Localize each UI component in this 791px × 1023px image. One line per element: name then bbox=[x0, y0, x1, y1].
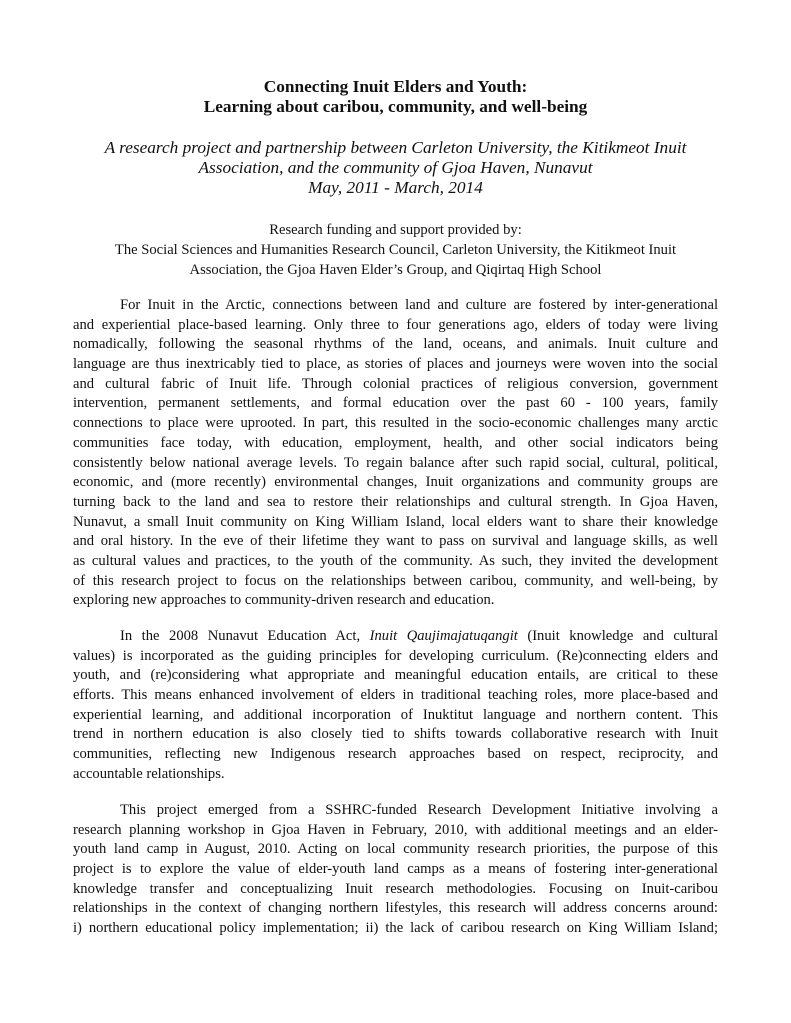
text-line: and oral history. In the eve of their lifetime they want to pass on survival and language skills, as well bbox=[73, 533, 718, 550]
text-run: In the 2008 Nunavut Education Act, bbox=[120, 628, 370, 644]
text-line: relationships in the context of changing northern lifestyles, this research will address concerns around: bbox=[73, 900, 718, 917]
text-line: trend in northern education is also closely tied to shifts towards collaborative research with Inuit bbox=[73, 726, 718, 743]
text-line: and cultural fabric of Inuit life. Through colonial practices of religious conversion, government bbox=[73, 375, 718, 392]
subtitle-line: A research project and partnership between Carleton University, the Kitikmeot Inuit bbox=[104, 138, 687, 157]
text-line: For Inuit in the Arctic, connections between land and culture are fostered by inter-generational bbox=[120, 297, 718, 313]
text-line: turning back to the land and sea to restore their relationships and cultural strength. In Gjoa Haven, bbox=[73, 493, 718, 510]
document-subtitle bbox=[0, 138, 791, 198]
text-line: intervention, permanent settlements, and formal education over the past 60 - 100 years, family bbox=[73, 395, 718, 412]
text-line: consistently below national average levels. To regain balance after such rapid social, cultural, political, bbox=[73, 454, 718, 471]
text-line: experiential learning, and additional incorporation of Inuktitut language and northern content. This bbox=[73, 706, 718, 723]
inuit-qaujimajatuqangit-term: Inuit Qaujimajatuqangit bbox=[369, 628, 518, 644]
title-line: Learning about caribou, community, and well-being bbox=[203, 97, 588, 116]
funding-line: The Social Sciences and Humanities Research Council, Carleton University, the Kitikmeot Inuit bbox=[114, 242, 677, 258]
text-line: communities, reflecting new Indigenous research approaches based on respect, reciprocity, and bbox=[73, 746, 718, 763]
text-line: research planning workshop in Gjoa Haven in February, 2010, with additional meetings and an elder- bbox=[73, 821, 718, 838]
paragraph-intro bbox=[73, 296, 718, 611]
text-line bbox=[73, 627, 718, 647]
funding-line: Association, the Gjoa Haven Elder’s Group, and Qiqirtaq High School bbox=[189, 262, 602, 278]
project-dates: May, 2011 - March, 2014 bbox=[308, 178, 483, 197]
document-title bbox=[0, 77, 791, 117]
text-line: youth land camp in August, 2010. Acting on local community research priorities, the purpose of this bbox=[73, 841, 718, 858]
text-line: of this research project to focus on the relationships between caribou, community, and well-being, by bbox=[73, 572, 718, 589]
text-line: connections to place were uprooted. In part, this resulted in the socio-economic challenges many arctic bbox=[73, 415, 718, 432]
text-line: i) northern educational policy implementation; ii) the lack of caribou research on King William Island; bbox=[73, 920, 718, 937]
text-line: communities face today, with education, employment, health, and other social indicators being bbox=[73, 434, 718, 451]
text-line: project is to explore the value of elder-youth land camps as a means of fostering inter-generational bbox=[73, 861, 718, 878]
subtitle-line: Association, and the community of Gjoa Haven, Nunavut bbox=[198, 158, 593, 177]
text-line: nomadically, following the seasonal rhythms of the land, oceans, and animals. Inuit culture and bbox=[73, 336, 718, 353]
text-line: accountable relationships. bbox=[73, 765, 225, 782]
text-line: youth, and (re)considering what appropriate and meaningful education entails, are critical to these bbox=[73, 667, 718, 684]
text-line: efforts. This means enhanced involvement of elders in traditional teaching roles, more place-based and bbox=[73, 687, 718, 704]
text-run: (Inuit knowledge and cultural bbox=[517, 628, 718, 644]
funding-statement bbox=[0, 220, 791, 280]
text-line: and experiential place-based learning. Only three to four generations ago, elders of today were living bbox=[73, 316, 718, 333]
text-line: language are thus inextricably tied to place, as stories of places and journeys were woven into the social bbox=[73, 356, 718, 373]
text-line: Nunavut, a small Inuit community on King William Island, local elders want to share their knowledge bbox=[73, 513, 718, 530]
title-line: Connecting Inuit Elders and Youth: bbox=[263, 77, 528, 96]
funding-heading: Research funding and support provided by: bbox=[269, 222, 522, 238]
paragraph-education-act bbox=[73, 627, 718, 785]
text-line: economic, and (more recently) environmental changes, Inuit organizations and community groups are bbox=[73, 474, 718, 491]
paragraph-project-origin bbox=[73, 801, 718, 939]
text-line: exploring new approaches to community-driven research and education. bbox=[73, 592, 495, 609]
text-line: This project emerged from a SSHRC-funded Research Development Initiative involving a bbox=[120, 802, 718, 818]
text-line: as cultural values and practices, to the youth of the community. As such, they invited the development bbox=[73, 552, 718, 569]
text-line: values) is incorporated as the guiding principles for developing curriculum. (Re)connecting elders and bbox=[73, 647, 718, 664]
text-line: knowledge transfer and conceptualizing Inuit research methodologies. Focusing on Inuit-caribou bbox=[73, 880, 718, 897]
